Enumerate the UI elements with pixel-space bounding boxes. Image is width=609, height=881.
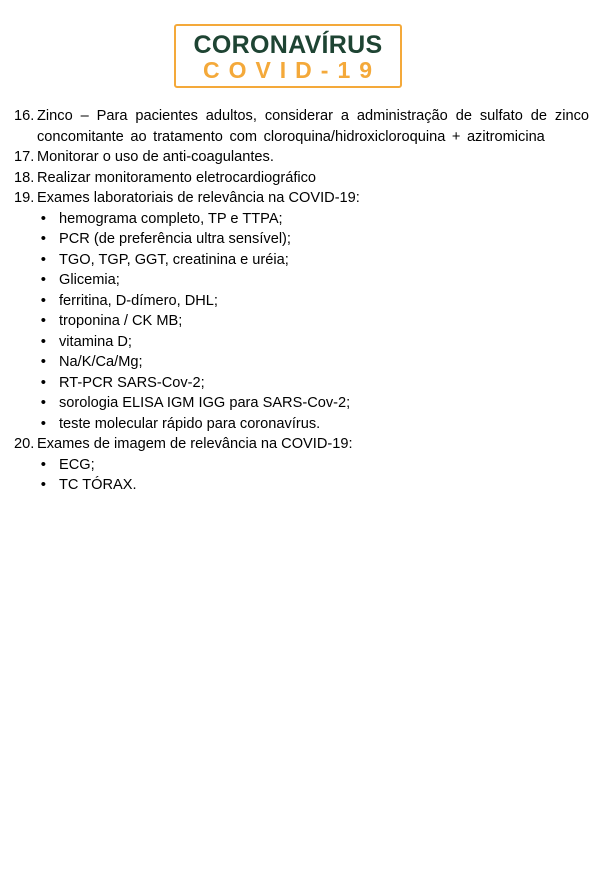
bullet-icon <box>14 332 59 353</box>
bullet-text: vitamina D; <box>59 333 132 350</box>
bullet-item <box>14 332 589 353</box>
item-number: 16. <box>14 108 35 124</box>
bullet-text: ECG; <box>59 456 95 473</box>
bullet-icon <box>14 270 59 291</box>
bullet-text: ferritina, D-dímero, DHL; <box>59 292 218 309</box>
bullet-item <box>14 250 589 271</box>
bullet-icon <box>14 455 59 476</box>
bullet-text: PCR (de preferência ultra sensível); <box>59 231 291 247</box>
bullet-icon <box>14 373 59 394</box>
list-item-19 <box>14 188 589 209</box>
item-number: 19. <box>14 190 35 206</box>
bullet-item <box>14 291 589 312</box>
bullet-icon <box>14 229 59 250</box>
bullet-text: hemograma completo, TP e TTPA; <box>59 210 283 227</box>
bullet-item <box>14 414 589 435</box>
item-text: Zinco – Para pacientes adultos, considerar a administração de sulfato de zinco concomitante ao tratamento com cloroquina/hidroxicloroquina + azitromicina <box>37 108 589 145</box>
document-body <box>14 106 589 496</box>
lab-exams-list <box>14 209 589 435</box>
item-number: 20. <box>14 436 35 452</box>
item-text: Monitorar o uso de anti-coagulantes. <box>37 149 274 165</box>
bullet-text: RT-PCR SARS-Cov-2; <box>59 374 205 391</box>
item-number: 18. <box>14 169 35 186</box>
bullet-text: sorologia ELISA IGM IGG para SARS-Cov-2; <box>59 395 351 411</box>
bullet-text: TC TÓRAX. <box>59 477 137 493</box>
list-item-20 <box>14 434 589 455</box>
bullet-text: troponina / CK MB; <box>59 313 183 329</box>
list-item-17 <box>14 147 589 168</box>
bullet-text: TGO, TGP, GGT, creatinina e uréia; <box>59 251 289 268</box>
logo-title: CORONAVÍRUS <box>193 31 383 59</box>
list-item-18 <box>14 168 589 189</box>
list-item-16 <box>14 106 589 147</box>
bullet-item <box>14 311 589 332</box>
bullet-icon <box>14 250 59 271</box>
bullet-item <box>14 209 589 230</box>
bullet-item <box>14 393 589 414</box>
imaging-exams-list <box>14 455 589 496</box>
item-text: Exames laboratoriais de relevância na COVID-19: <box>37 190 360 206</box>
bullet-item <box>14 373 589 394</box>
bullet-item <box>14 475 589 496</box>
bullet-icon <box>14 291 59 312</box>
bullet-item <box>14 229 589 250</box>
logo-subtitle: COVID-19 <box>202 57 382 83</box>
bullet-text: teste molecular rápido para coronavírus. <box>59 415 321 432</box>
bullet-icon <box>14 393 59 414</box>
bullet-icon <box>14 311 59 332</box>
bullet-text: Na/K/Ca/Mg; <box>59 354 143 370</box>
bullet-item <box>14 352 589 373</box>
bullet-icon <box>14 475 59 496</box>
bullet-icon <box>14 352 59 373</box>
bullet-icon <box>14 414 59 435</box>
coronavirus-covid19-logo <box>174 24 402 88</box>
bullet-text: Glicemia; <box>59 272 120 288</box>
item-number: 17. <box>14 149 35 165</box>
item-text: Exames de imagem de relevância na COVID-19: <box>37 436 353 452</box>
bullet-icon <box>14 209 59 230</box>
item-text: Realizar monitoramento eletrocardiográfico <box>37 169 317 186</box>
bullet-item <box>14 455 589 476</box>
bullet-item <box>14 270 589 291</box>
